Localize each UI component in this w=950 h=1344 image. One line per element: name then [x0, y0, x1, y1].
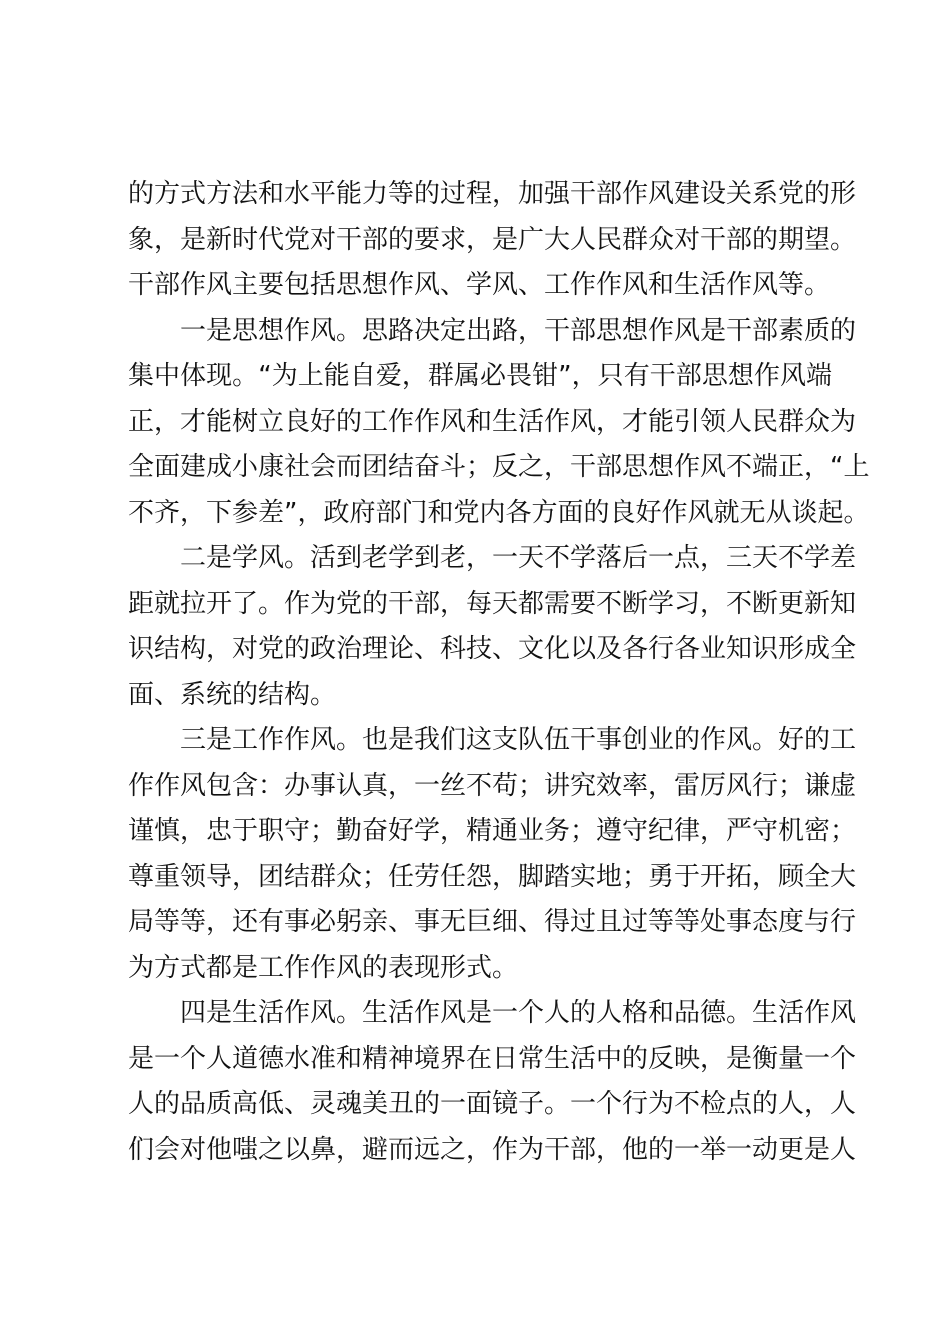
paragraph-thought-style-line: 全面建成小康社会而团结奋斗；反之，干部思想作风不端正，“上	[128, 452, 870, 482]
body-text	[128, 172, 870, 1173]
paragraph-thought-style-line: 一是思想作风。思路决定出路，干部思想作风是干部素质的	[180, 315, 857, 346]
paragraph-study-style-line: 识结构，对党的政治理论、科技、文化以及各行各业知识形成全	[128, 634, 857, 664]
paragraph-work-style-line: 局等等，还有事必躬亲、事无巨细、得过且过等等处事态度与行	[128, 907, 857, 937]
paragraph-study-style-line: 面、系统的结构。	[128, 679, 337, 710]
paragraph-work-style-line: 三是工作作风。也是我们这支队伍干事创业的作风。好的工	[180, 725, 857, 755]
paragraph-work-style-line: 为方式都是工作作风的表现形式。	[128, 952, 519, 983]
paragraph-intro-line: 的方式方法和水平能力等的过程，加强干部作风建设关系党的形	[128, 179, 857, 209]
paragraph-intro-line: 象，是新时代党对干部的要求，是广大人民群众对干部的期望。	[128, 224, 857, 255]
paragraph-thought-style-line: 不齐，下参差”，政府部门和党内各方面的良好作风就无从谈起。	[128, 497, 870, 528]
paragraph-thought-style-line: 集中体现。“为上能自爱，群属必畏钳”，只有干部思想作风端	[128, 361, 832, 391]
paragraph-study-style-line: 距就拉开了。作为党的干部，每天都需要不断学习，不断更新知	[128, 588, 857, 619]
paragraph-work-style-line: 尊重领导，团结群众；任劳任怨，脚踏实地；勇于开拓，顾全大	[128, 861, 857, 892]
paragraph-life-style-line: 四是生活作风。生活作风是一个人的人格和品德。生活作风	[180, 998, 857, 1028]
paragraph-work-style-line: 谨慎，忠于职守；勤奋好学，精通业务；遵守纪律，严守机密；	[128, 816, 857, 846]
paragraph-thought-style-line: 正，才能树立良好的工作作风和生活作风，才能引领人民群众为	[128, 406, 857, 437]
paragraph-life-style-line: 是一个人道德水准和精神境界在日常生活中的反映，是衡量一个	[128, 1043, 857, 1074]
paragraph-study-style-line: 二是学风。活到老学到老，一天不学落后一点，三天不学差	[180, 543, 857, 573]
paragraph-life-style-line: 们会对他嗤之以鼻，避而远之，作为干部，他的一举一动更是人	[128, 1134, 857, 1165]
paragraph-life-style-line: 人的品质高低、灵魂美丑的一面镜子。一个行为不检点的人，人	[128, 1089, 857, 1119]
paragraph-work-style-line: 作作风包含：办事认真，一丝不苟；讲究效率，雷厉风行；谦虚	[128, 770, 857, 801]
paragraph-intro-line: 干部作风主要包括思想作风、学风、工作作风和生活作风等。	[128, 270, 831, 300]
